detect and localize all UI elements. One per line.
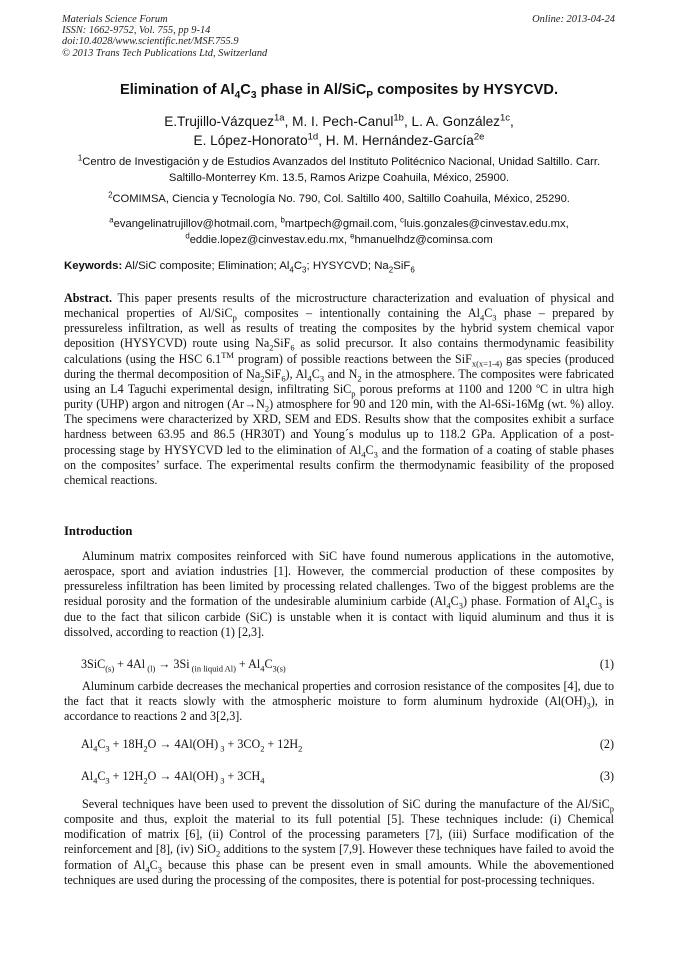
- body-paragraph: Several techniques have been used to prevent the dissolution of SiC during the manufacture of the Al/SiC$_p$ composite and thus, exploit the material to its full potential [5]. These techniques include: (i) Chemical modification of matrix [6], (ii) Control of the processing parameters [7], (iii) Surface modification of the reinforcement and [8], (iv) SiO$_2$ additions to the system [7,9]. However these techniques have failed to avoid the formation of $Al_4C_3$ because this phase can be present even in small amounts. While the abovementioned techniques are used during the processing of the composites, there is potential for post-processing techniques.: [64, 797, 614, 887]
- email-list: $^a$evangelinatrujillov@hotmail.com, $^b$martpech@gmail.com, $^c$luis.gonzales@cinvestav.edu.mx, $^d$eddie.lopez@cinvestav.edu.mx, $^e$hmanuelhdz@cominsa.com: [109, 215, 569, 246]
- issn-line: ISSN: 1662-9752, Vol. 755, pp 9-14: [62, 25, 211, 37]
- intro-paragraph: Aluminum matrix composites reinforced with SiC have found numerous applications in the automotive, aerospace, sport and aviation industries [1]. However, the commercial production of these composites by pressureless infiltration has been limited by processing related challenges. Two of the biggest problems are the residual porosity and the formation of the undesirable aluminium carbide $(Al_4C_3)$ phase. Formation of $Al_4C_3$ is due to the fact that silicon carbide (SiC) is unstable when it is contact with liquid aluminum and thus it is dissolved, according to reaction (1) [2,3].: [64, 549, 614, 639]
- affiliation: $^2$COMIMSA, Ciencia y Tecnología No. 790, Col. Saltillo 400, Saltillo Coahuila, México, 25290.: [108, 190, 570, 205]
- abstract: Abstract. This paper presents results of the microstructure characterization and evaluation of physical and mechanical properties of Al/SiC$_p$ composites – intentionally containing the $Al_4C_3$ phase – prepared by pressureless infiltration, as well as results of treating the composites by the hybrid system chemical vapor deposition (HYSYCVD) route using $Na_2SiF_6$ as solid precursor. It also contains thermodynamic feasibility calculations (using the HSC 6.1™ program) of possible reactions between the SiF$_{x(x=1-4)}$ gas species (produced during the thermal decomposition of $Na_2SiF_6$), $Al_4C_3$ and $N_2$ in the atmosphere. The composites were fabricated using an L4 Taguchi experimental design, infiltrating SiC$_p$ porous preforms at 1100 and 1200 ºC in ultra high purity (UHP) argon and nitrogen $(Ar\to N_2)$ atmosphere for 90 and 120 min, with the Al-6Si-16Mg (wt. %) alloy. The specimens were characterized by XRD, SEM and EDS. Results show that the composites exhibit a surface hardness between 63.95 and 86.5 (HR30T) and Young´s modulus up to 118.2 GPa. Application of a post-processing stage by HYSYCVD led to the elimination of $Al_4C_3$ and the formation of a coating of stable phases on the composites’ surface. The experimental results confirm the thermodynamic feasibility of the proposed chemical reactions.: [64, 291, 615, 487]
- equation-number: (1): [599, 657, 614, 671]
- equation-2: $Al_4C_3 + 18H_2O \to 4Al(OH) _3 + 3CO_2 + 12H_2$ (2): [81, 737, 614, 754]
- copyright-line: © 2013 Trans Tech Publications Ltd, Switzerland: [62, 47, 268, 59]
- author-name: , L. A. González: [403, 114, 500, 129]
- paper-title: Elimination of $Al_4C_3$ phase in Al/SiC$_P$ composites by HYSYCVD.: [120, 82, 558, 101]
- author-name: , H. M. Hernández-García: [318, 133, 474, 148]
- author-name: E. López-Honorato: [193, 133, 308, 148]
- keywords: Keywords: Al/SiC composite; Elimination; $Al_4C_3$; HYSYCVD; $Na_2SiF_6$: [64, 260, 415, 275]
- online-date: Online: 2013-04-24: [532, 14, 615, 25]
- doi-line: doi:10.4028/www.scientific.net/MSF.755.9: [62, 36, 239, 48]
- author-name: , M. I. Pech-Canul: [284, 114, 394, 129]
- author-name: E.Trujillo-Vázquez: [164, 114, 274, 129]
- equation-3: $Al_4C_3 + 12H_2O \to 4Al(OH) _3 + 3CH_4$ (3): [81, 769, 614, 786]
- author-list: E.Trujillo-Vázquez$^{1a}$, M. I. Pech-Canul$^{1b}$, L. A. González$^{1c}$, E. López-Honorato$^{1d}$, H. M. Hernández-García$^{2e}$: [164, 112, 514, 148]
- affiliation: $^1$Centro de Investigación y de Estudios Avanzados del Instituto Politécnico Nacional, Unidad Saltillo. Carr. Saltillo-Monterrey Km. 13.5, Ramos Arizpe Coahuila, México, 25900.: [77, 153, 601, 184]
- equation-number: (3): [599, 769, 614, 783]
- equation-number: (2): [599, 737, 614, 751]
- section-heading: Introduction: [64, 524, 133, 538]
- abstract-label: Abstract.: [64, 291, 113, 305]
- equation-1: 3SiC$_{(s)}$ + 4Al $_{(l)}$ → 3Si $_{(in liquid Al)} + Al_4C_{3(s)}$ (1): [81, 657, 614, 674]
- journal-header: [62, 14, 267, 59]
- journal-name: Materials Science Forum: [62, 14, 168, 25]
- keywords-label: Keywords:: [64, 260, 123, 272]
- body-paragraph: Aluminum carbide decreases the mechanical properties and corrosion resistance of the composites [4], due to the fact that it reacts slowly with the atmospheric moisture to form aluminum hydroxide $(Al(OH)_3)$, in accordance to reactions 2 and 3[2,3].: [64, 679, 615, 724]
